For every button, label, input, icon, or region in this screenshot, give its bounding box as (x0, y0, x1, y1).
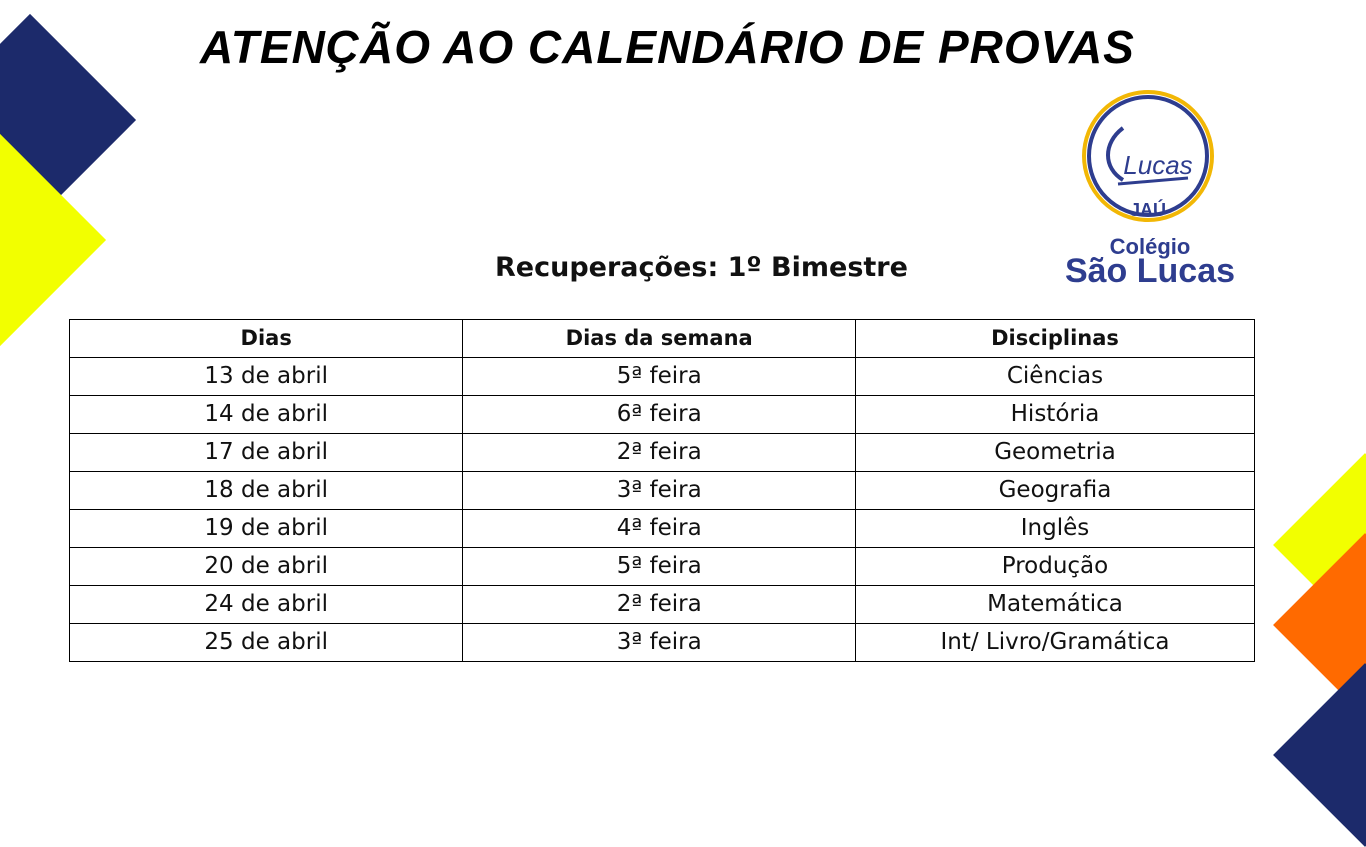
cell-weekday: 3ª feira (463, 472, 856, 510)
cell-date: 13 de abril (70, 358, 463, 396)
cell-subject: História (855, 396, 1254, 434)
logo-line1: Colégio (1109, 234, 1191, 259)
header-disciplinas: Disciplinas (855, 320, 1254, 358)
table-row (70, 510, 1255, 548)
emblem-city: JAÚ (1129, 200, 1167, 220)
table-row (70, 624, 1255, 662)
table-header-row (70, 320, 1255, 358)
page-title: ATENÇÃO AO CALENDÁRIO DE PROVAS (200, 21, 1135, 73)
cell-subject: Int/ Livro/Gramática (855, 624, 1254, 662)
cell-weekday: 5ª feira (463, 358, 856, 396)
table-row (70, 472, 1255, 510)
cell-date: 20 de abril (70, 548, 463, 586)
cell-date: 24 de abril (70, 586, 463, 624)
cell-weekday: 4ª feira (463, 510, 856, 548)
table-row (70, 358, 1255, 396)
cell-subject: Inglês (855, 510, 1254, 548)
table-row (70, 586, 1255, 624)
cell-subject: Ciências (855, 358, 1254, 396)
logo-line2: São Lucas (1064, 252, 1236, 290)
exam-schedule-table (69, 319, 1255, 662)
cell-date: 18 de abril (70, 472, 463, 510)
cell-date: 17 de abril (70, 434, 463, 472)
cell-subject: Geografia (855, 472, 1254, 510)
cell-subject: Matemática (855, 586, 1254, 624)
cell-weekday: 2ª feira (463, 434, 856, 472)
cell-date: 19 de abril (70, 510, 463, 548)
header-dias: Dias (70, 320, 463, 358)
header-dias-da-semana: Dias da semana (463, 320, 856, 358)
cell-weekday: 5ª feira (463, 548, 856, 586)
table-row (70, 548, 1255, 586)
cell-subject: Geometria (855, 434, 1254, 472)
school-emblem-icon (1078, 88, 1218, 228)
cell-subject: Produção (855, 548, 1254, 586)
cell-date: 25 de abril (70, 624, 463, 662)
cell-weekday: 2ª feira (463, 586, 856, 624)
cell-weekday: 3ª feira (463, 624, 856, 662)
decor-navy-square-bottom-right (1273, 663, 1366, 847)
section-subtitle: Recuperações: 1º Bimestre (495, 252, 908, 283)
table-row (70, 434, 1255, 472)
emblem-text: Lucas (1123, 150, 1193, 180)
cell-date: 14 de abril (70, 396, 463, 434)
school-logo (1045, 88, 1260, 288)
table-row (70, 396, 1255, 434)
cell-weekday: 6ª feira (463, 396, 856, 434)
